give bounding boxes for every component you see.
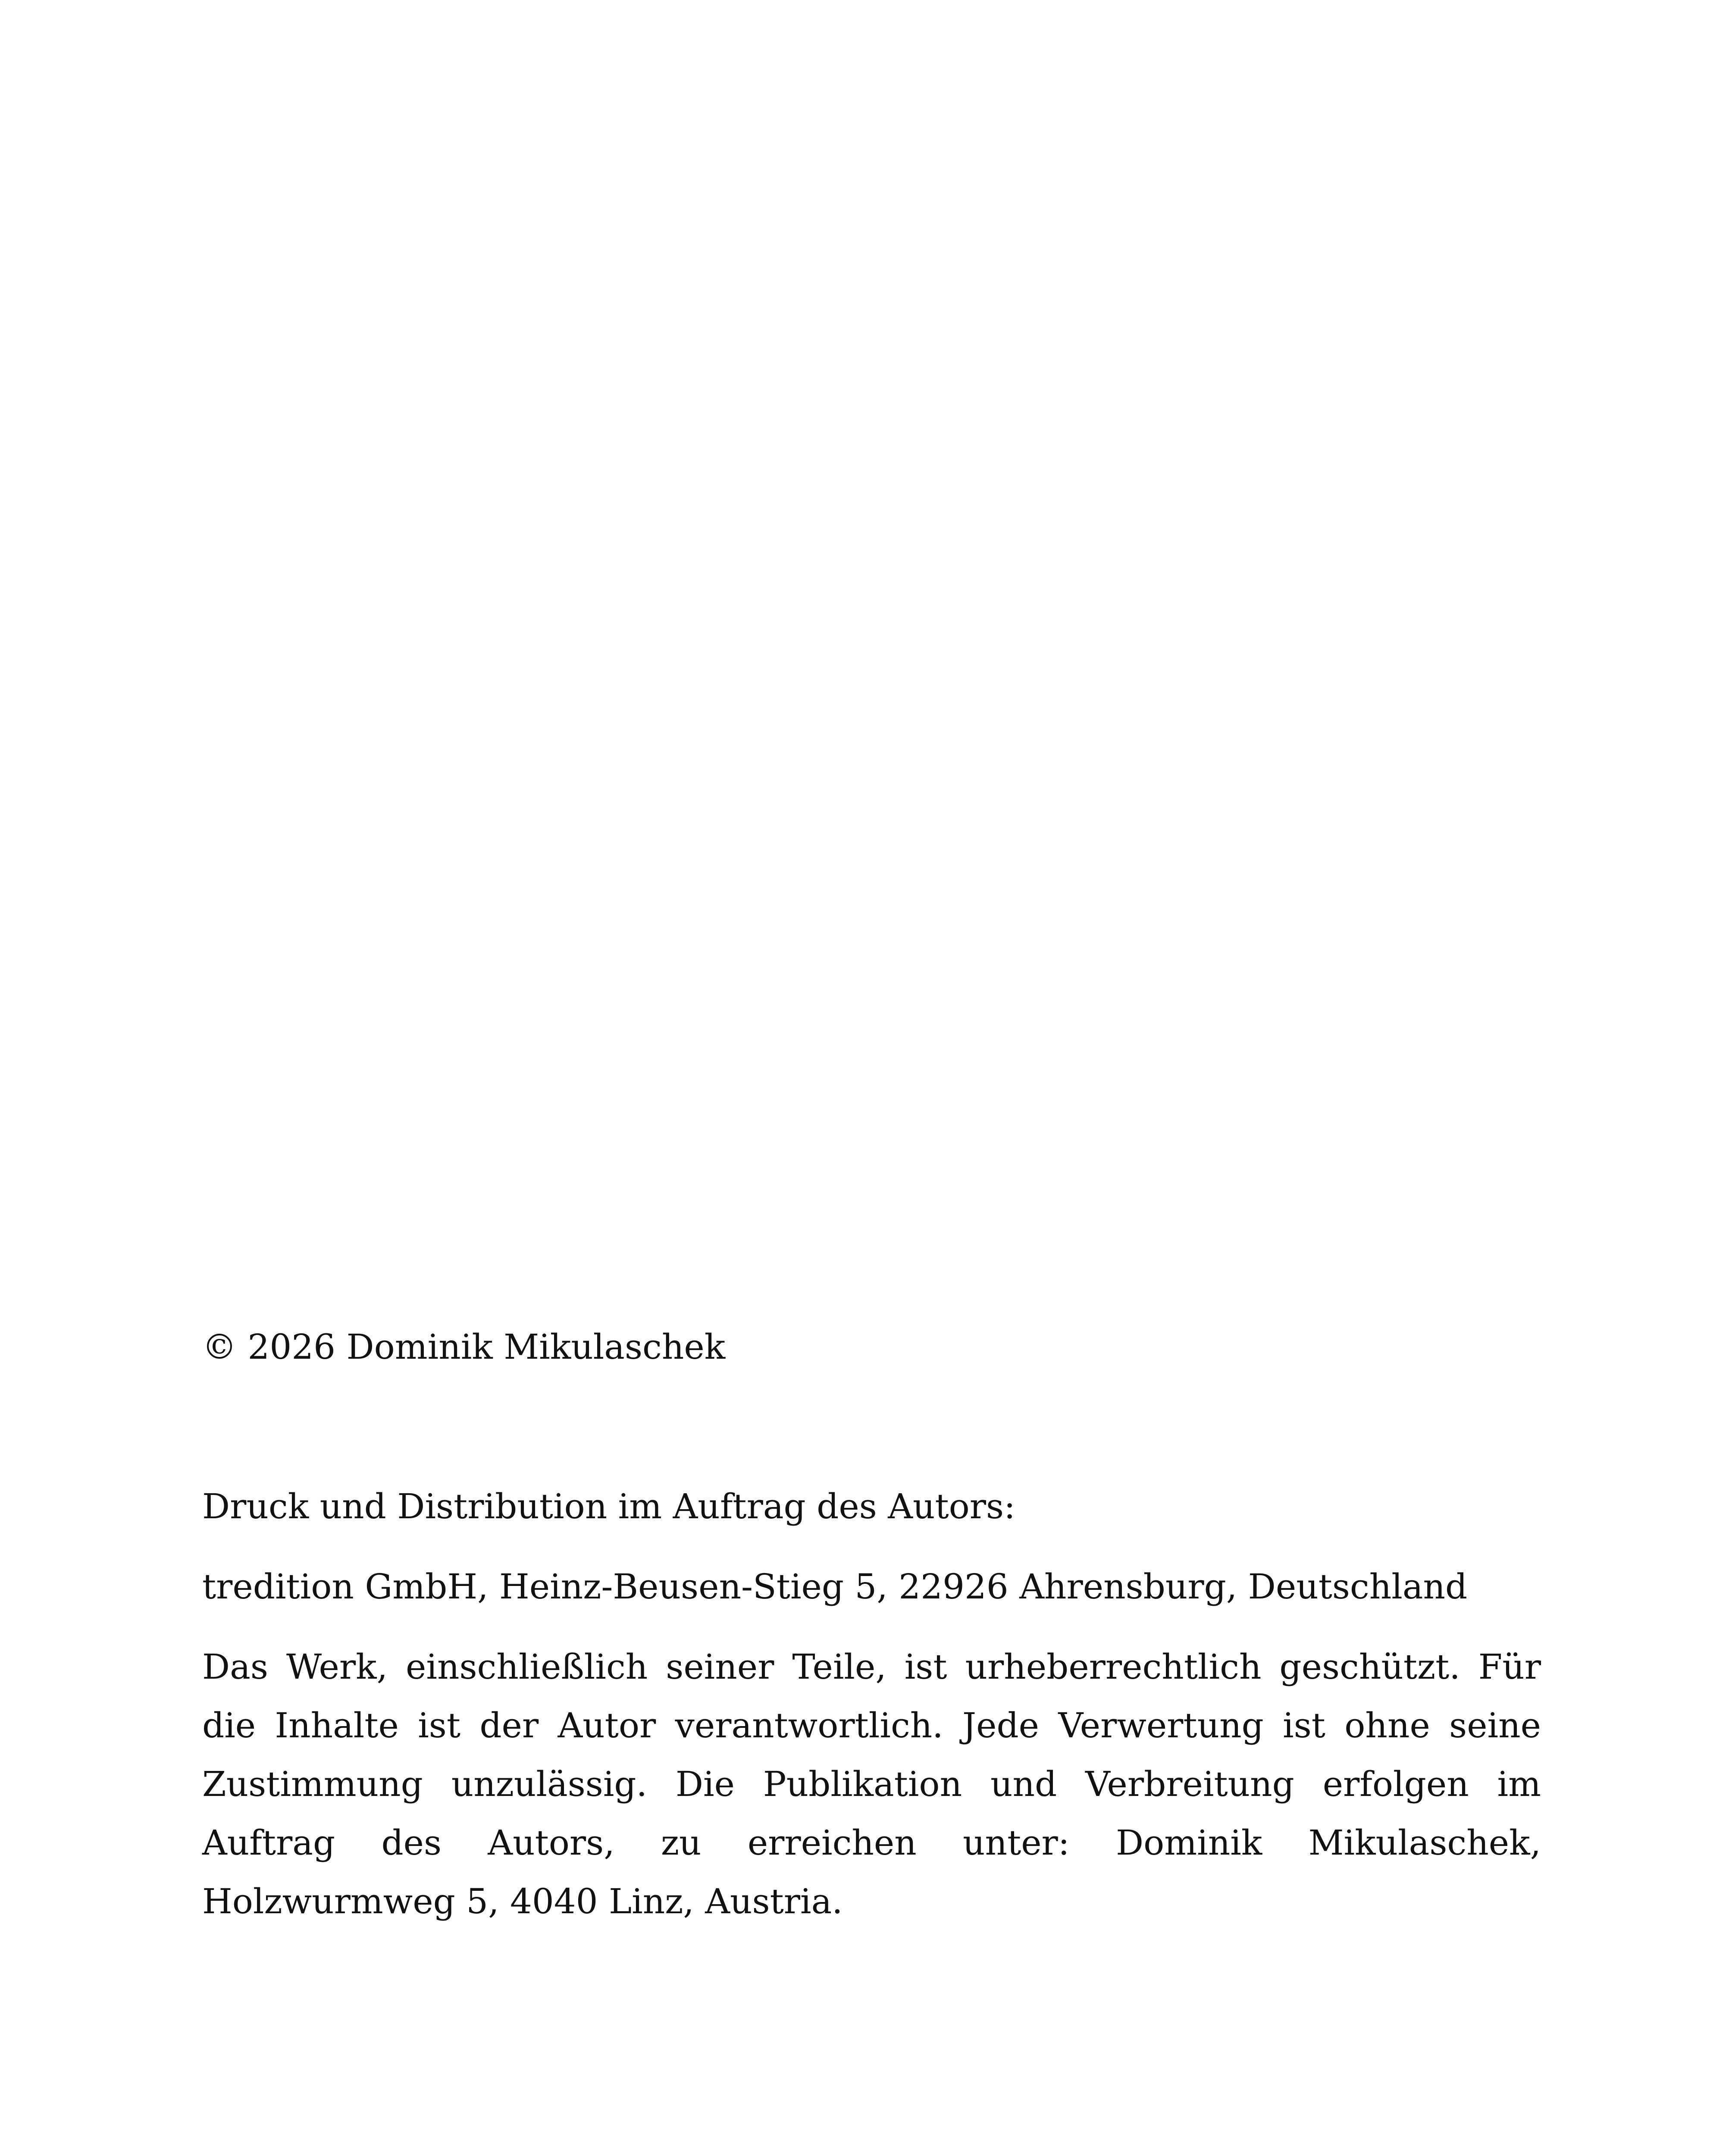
publisher-address: tredition GmbH, Heinz-Beusen-Stieg 5, 22926 Ahrensburg, Deutschland bbox=[202, 1567, 1468, 1607]
printing-note: Druck und Distribution im Auftrag des Autors: bbox=[202, 1486, 1016, 1526]
legal-notice: Das Werk, einschließlich seiner Teile, ist urheberrechtlich geschützt. Für die Inhalte ist der Autor verantwortlich. Jede Verwertung ist ohne seine Zustimmung unzulässig. Die Publikation und Verbreitung erfolgen im Auftrag des Autors, zu erreichen unter: Dominik Mikulaschek, Holzwurmweg 5, 4040 Linz, Austria. bbox=[202, 1647, 1541, 1921]
copyright-line: © 2026 Dominik Mikulaschek bbox=[202, 1327, 726, 1367]
